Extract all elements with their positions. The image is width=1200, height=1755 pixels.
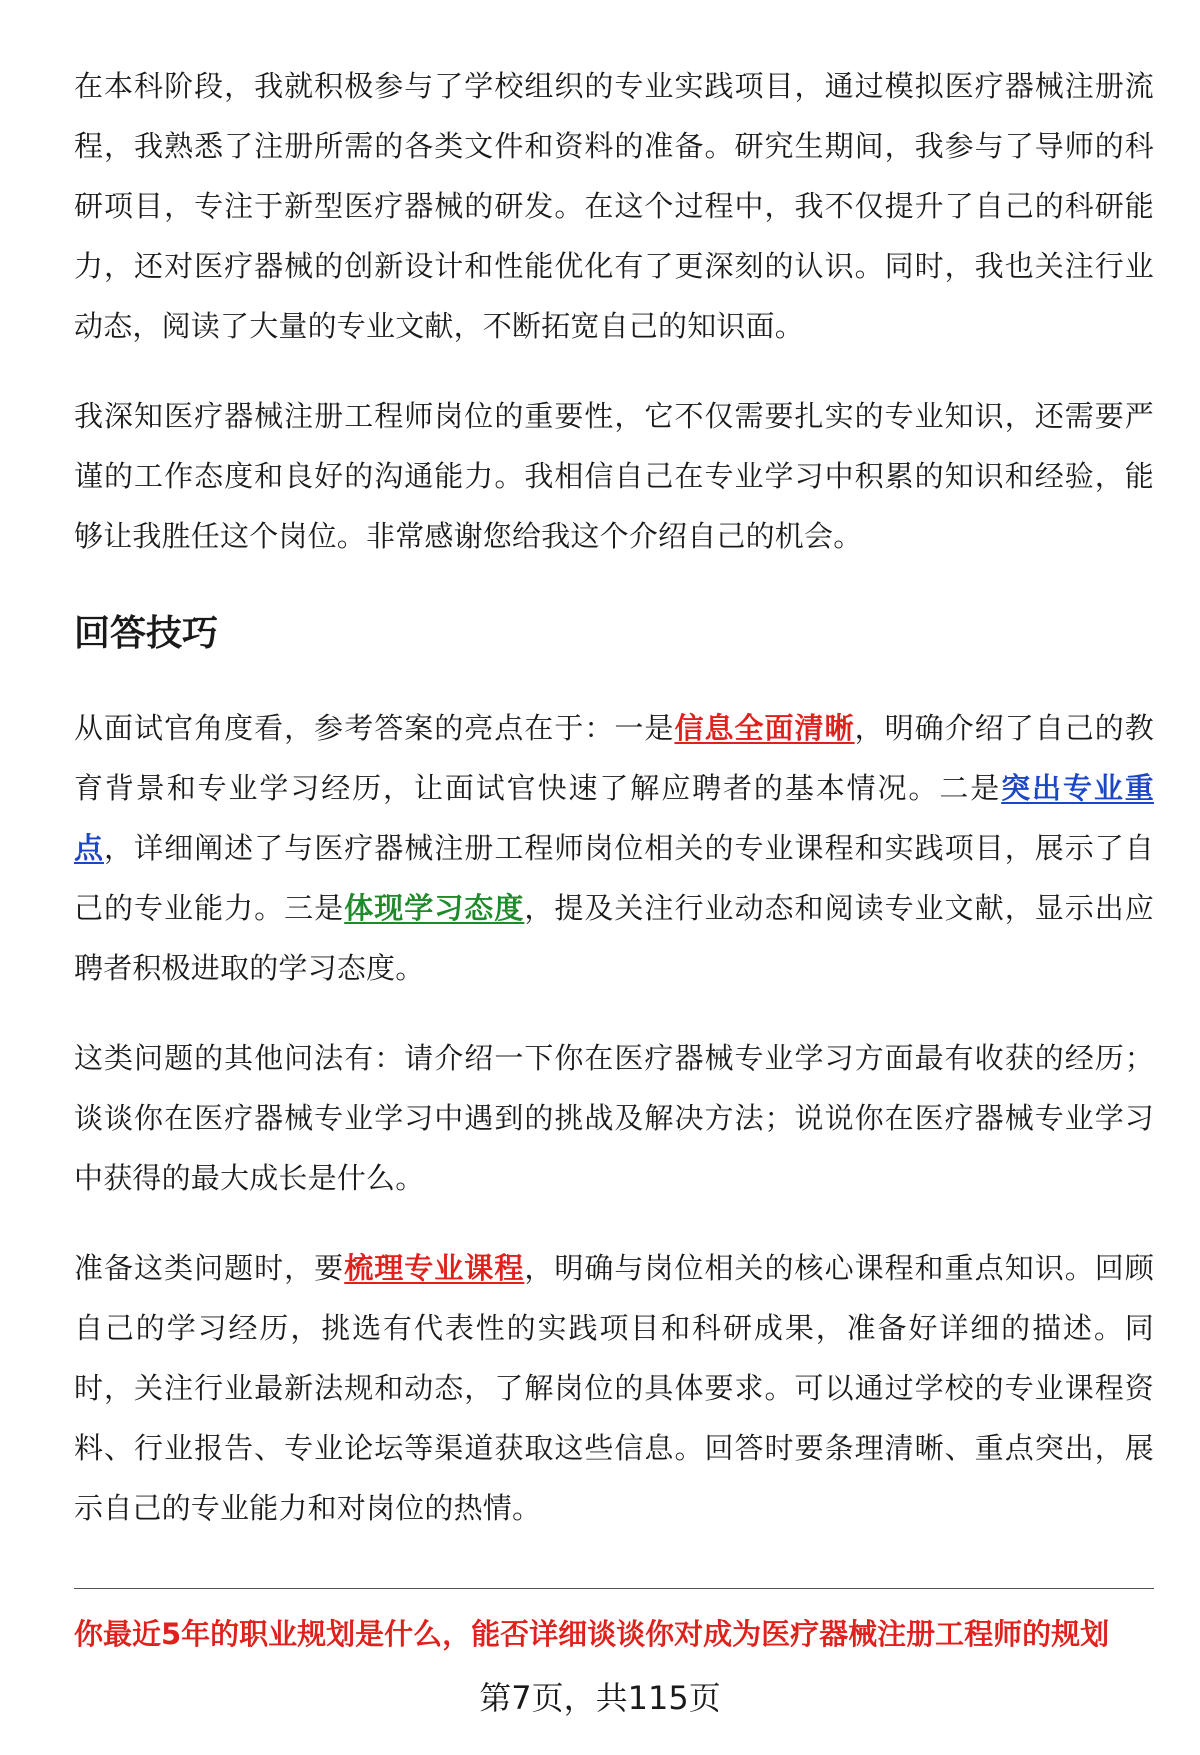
tips-paragraph-preparation [74, 1238, 1154, 1538]
highlight-professional-focus: 突出专业重点 [74, 771, 1154, 865]
tips-text: 准备这类问题时，要 [74, 1251, 345, 1285]
body-paragraph-2: 我深知医疗器械注册工程师岗位的重要性，它不仅需要扎实的专业知识，还需要严谨的工作态度和良好的沟通能力。我相信自己在专业学习中积累的知识和经验，能够让我胜任这个岗位。非常感谢您给我这个介绍自己的机会。 [74, 399, 1154, 553]
tips-paragraph-alternatives: 这类问题的其他问法有：请介绍一下你在医疗器械专业学习方面最有收获的经历；谈谈你在医疗器械专业学习中遇到的挑战及解决方法；说说你在医疗器械专业学习中获得的最大成长是什么。 [74, 1041, 1154, 1195]
tips-text: ，提及关注行业动态和阅读专业文献，显示出应聘者积极进取的学习态度。 [74, 891, 1154, 985]
next-question-title: 你最近5年的职业规划是什么，能否详细谈谈你对成为医疗器械注册工程师的规划 [74, 1617, 1110, 1651]
highlight-info-clear: 信息全面清晰 [674, 711, 855, 745]
body-paragraph-1: 在本科阶段，我就积极参与了学校组织的专业实践项目，通过模拟医疗器械注册流程，我熟悉了注册所需的各类文件和资料的准备。研究生期间，我参与了导师的科研项目，专注于新型医疗器械的研发。在这个过程中，我不仅提升了自己的科研能力，还对医疗器械的创新设计和性能优化有了更深刻的认识。同时，我也关注行业动态，阅读了大量的专业文献，不断拓宽自己的知识面。 [74, 69, 1154, 343]
highlight-review-courses: 梳理专业课程 [344, 1251, 525, 1285]
tips-text: ，明确介绍了自己的教育背景和专业学习经历，让面试官快速了解应聘者的基本情况。二是 [74, 711, 1154, 805]
page-footer: 第7页，共115页 [479, 1679, 721, 1717]
highlight-learning-attitude: 体现学习态度 [344, 891, 525, 925]
document-body [74, 56, 1154, 1568]
tips-text: ，明确与岗位相关的核心课程和重点知识。回顾自己的学习经历，挑选有代表性的实践项目和科研成果，准备好详细的描述。同时，关注行业最新法规和动态，了解岗位的具体要求。可以通过学校的专业课程资料、行业报告、专业论坛等渠道获取这些信息。回答时要条理清晰、重点突出，展示自己的专业能力和对岗位的热情。 [74, 1251, 1154, 1525]
tips-text: ，详细阐述了与医疗器械注册工程师岗位相关的专业课程和实践项目，展示了自己的专业能力。三是 [74, 831, 1154, 925]
tips-paragraph-highlights [74, 698, 1154, 998]
section-divider [74, 1588, 1154, 1589]
section-heading: 回答技巧 [74, 613, 219, 654]
tips-text: 从面试官角度看，参考答案的亮点在于：一是 [74, 711, 675, 745]
